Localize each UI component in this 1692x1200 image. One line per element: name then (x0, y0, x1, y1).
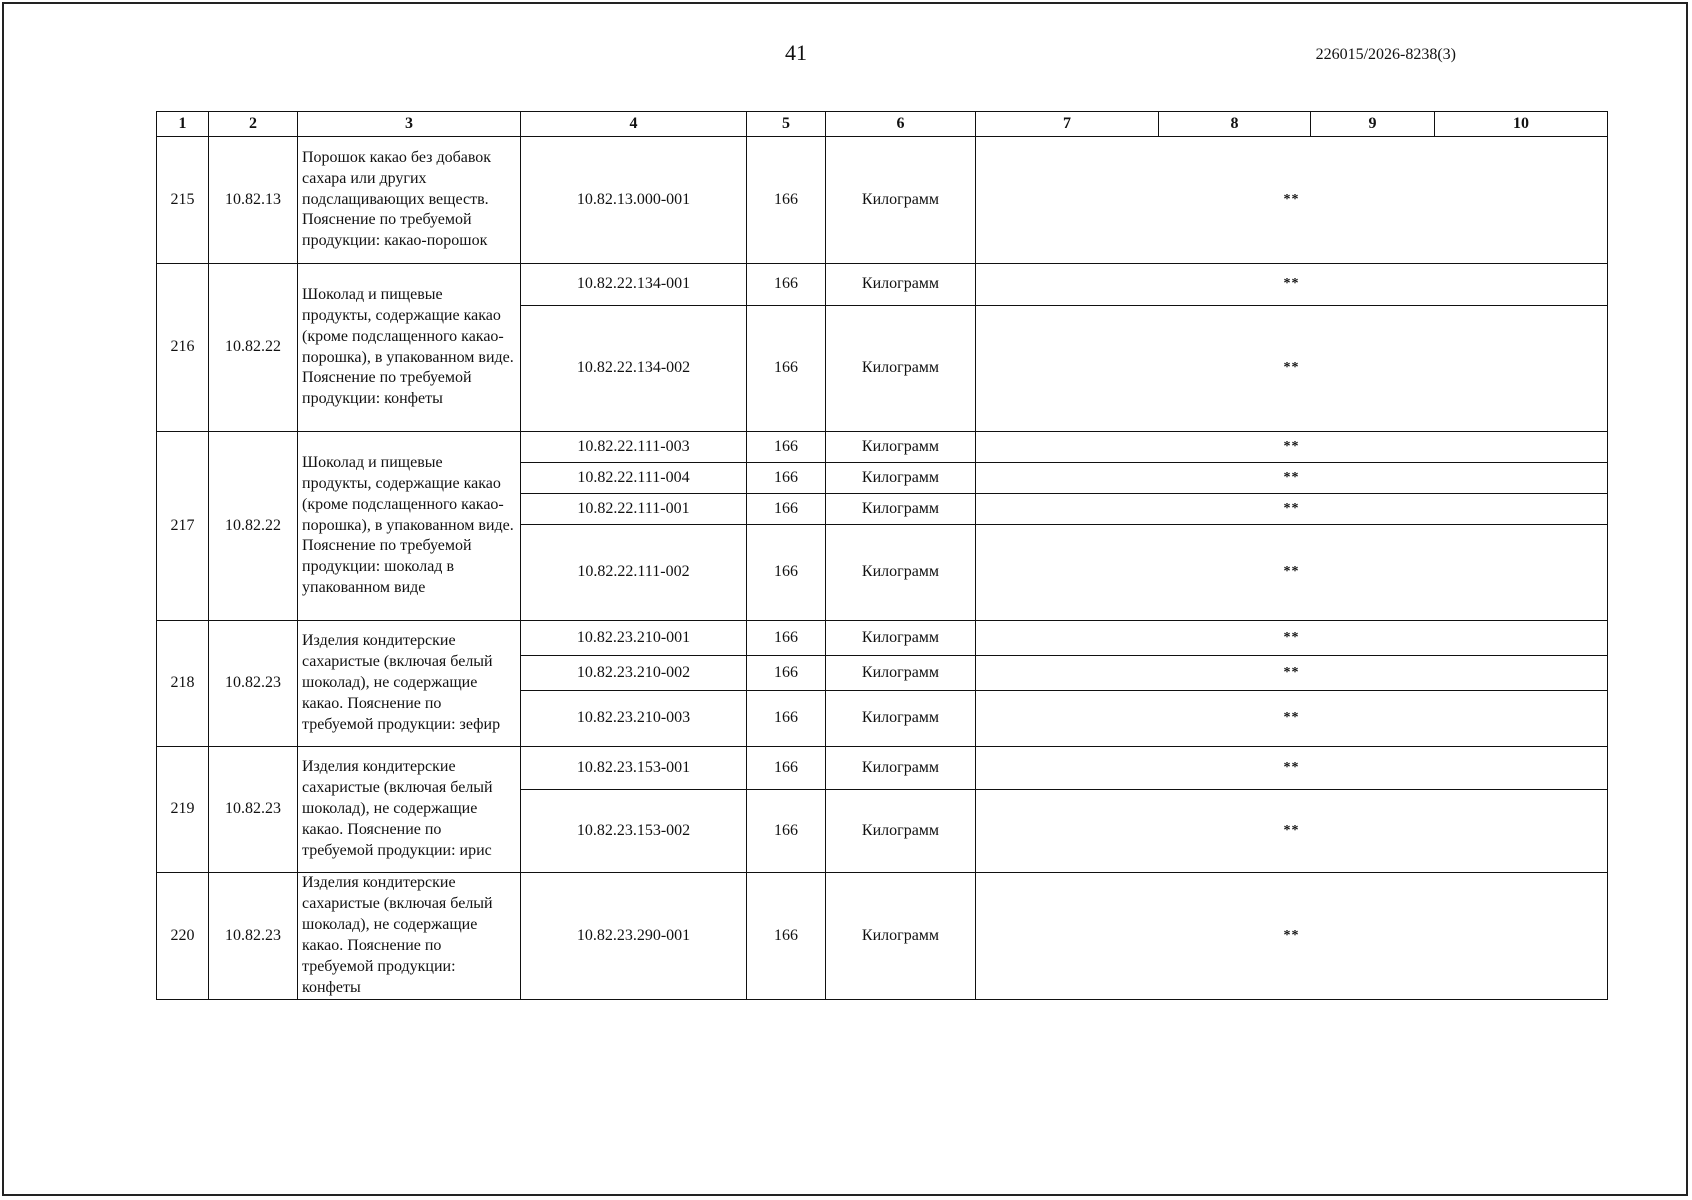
unit-name: Килограмм (826, 306, 976, 432)
product-description: Изделия кондитерские сахаристые (включая белый шоколад), не содержащие какао. Пояснение по требуемой продукции: конфеты (298, 873, 521, 1000)
table-row (157, 137, 1608, 264)
merged-mark-cell: ** (976, 873, 1608, 1000)
column-header: 6 (826, 112, 976, 137)
ktru-code: 10.82.22.111-003 (521, 432, 747, 463)
merged-mark-cell: ** (976, 432, 1608, 463)
ktru-code: 10.82.23.210-003 (521, 691, 747, 747)
unit-code: 166 (747, 525, 826, 621)
unit-name: Килограмм (826, 873, 976, 1000)
page-number: 41 (785, 40, 807, 65)
column-header: 10 (1435, 112, 1608, 137)
column-header: 4 (521, 112, 747, 137)
product-description: Изделия кондитерские сахаристые (включая белый шоколад), не содержащие какао. Пояснение по требуемой продукции: зефир (298, 621, 521, 747)
merged-mark-cell: ** (976, 691, 1608, 747)
merged-mark-cell: ** (976, 264, 1608, 306)
column-header: 7 (976, 112, 1159, 137)
unit-code: 166 (747, 873, 826, 1000)
ktru-code: 10.82.23.210-001 (521, 621, 747, 656)
column-header: 3 (298, 112, 521, 137)
unit-name: Килограмм (826, 264, 976, 306)
table-row (157, 873, 1608, 1000)
unit-name: Килограмм (826, 790, 976, 873)
ktru-code: 10.82.22.134-001 (521, 264, 747, 306)
unit-code: 166 (747, 264, 826, 306)
unit-name: Килограмм (826, 137, 976, 264)
row-number: 215 (157, 137, 209, 264)
unit-code: 166 (747, 432, 826, 463)
table-row (157, 264, 1608, 306)
table-row (157, 432, 1608, 463)
okpd-code: 10.82.22 (209, 264, 298, 432)
unit-name: Килограмм (826, 494, 976, 525)
unit-name: Килограмм (826, 432, 976, 463)
product-description: Шоколад и пищевые продукты, содержащие какао (кроме подслащенного какао-порошка), в упакованном виде. Пояснение по требуемой продукции: конфеты (298, 264, 521, 432)
table-row (157, 747, 1608, 790)
products-table (156, 111, 1608, 1000)
okpd-code: 10.82.23 (209, 621, 298, 747)
row-number: 216 (157, 264, 209, 432)
product-description: Порошок какао без добавок сахара или других подслащивающих веществ. Пояснение по требуемой продукции: какао-порошок (298, 137, 521, 264)
table-row (157, 621, 1608, 656)
unit-name: Килограмм (826, 621, 976, 656)
product-description: Шоколад и пищевые продукты, содержащие какао (кроме подслащенного какао-порошка), в упакованном виде. Пояснение по требуемой продукции: шоколад в упакованном виде (298, 432, 521, 621)
ktru-code: 10.82.22.111-001 (521, 494, 747, 525)
unit-code: 166 (747, 747, 826, 790)
ktru-code: 10.82.23.153-001 (521, 747, 747, 790)
merged-mark-cell: ** (976, 747, 1608, 790)
row-number: 219 (157, 747, 209, 873)
column-header: 2 (209, 112, 298, 137)
merged-mark-cell: ** (976, 306, 1608, 432)
merged-mark-cell: ** (976, 525, 1608, 621)
merged-mark-cell: ** (976, 621, 1608, 656)
unit-code: 166 (747, 790, 826, 873)
unit-code: 166 (747, 691, 826, 747)
ktru-code: 10.82.22.111-004 (521, 463, 747, 494)
ktru-code: 10.82.23.153-002 (521, 790, 747, 873)
header-row (157, 112, 1608, 137)
merged-mark-cell: ** (976, 656, 1608, 691)
unit-code: 166 (747, 463, 826, 494)
document-id: 226015/2026-8238(3) (1315, 46, 1456, 63)
merged-mark-cell: ** (976, 790, 1608, 873)
unit-name: Килограмм (826, 463, 976, 494)
unit-code: 166 (747, 137, 826, 264)
ktru-code: 10.82.23.290-001 (521, 873, 747, 1000)
product-description: Изделия кондитерские сахаристые (включая белый шоколад), не содержащие какао. Пояснение по требуемой продукции: ирис (298, 747, 521, 873)
unit-code: 166 (747, 494, 826, 525)
merged-mark-cell: ** (976, 463, 1608, 494)
column-header: 1 (157, 112, 209, 137)
okpd-code: 10.82.23 (209, 873, 298, 1000)
unit-code: 166 (747, 656, 826, 691)
row-number: 220 (157, 873, 209, 1000)
column-header: 5 (747, 112, 826, 137)
row-number: 217 (157, 432, 209, 621)
ktru-code: 10.82.23.210-002 (521, 656, 747, 691)
column-header: 8 (1159, 112, 1311, 137)
merged-mark-cell: ** (976, 137, 1608, 264)
ktru-code: 10.82.22.134-002 (521, 306, 747, 432)
okpd-code: 10.82.23 (209, 747, 298, 873)
column-header: 9 (1311, 112, 1435, 137)
row-number: 218 (157, 621, 209, 747)
merged-mark-cell: ** (976, 494, 1608, 525)
unit-name: Килограмм (826, 656, 976, 691)
ktru-code: 10.82.22.111-002 (521, 525, 747, 621)
okpd-code: 10.82.22 (209, 432, 298, 621)
unit-name: Килограмм (826, 691, 976, 747)
unit-name: Килограмм (826, 525, 976, 621)
unit-name: Килограмм (826, 747, 976, 790)
unit-code: 166 (747, 306, 826, 432)
ktru-code: 10.82.13.000-001 (521, 137, 747, 264)
unit-code: 166 (747, 621, 826, 656)
okpd-code: 10.82.13 (209, 137, 298, 264)
